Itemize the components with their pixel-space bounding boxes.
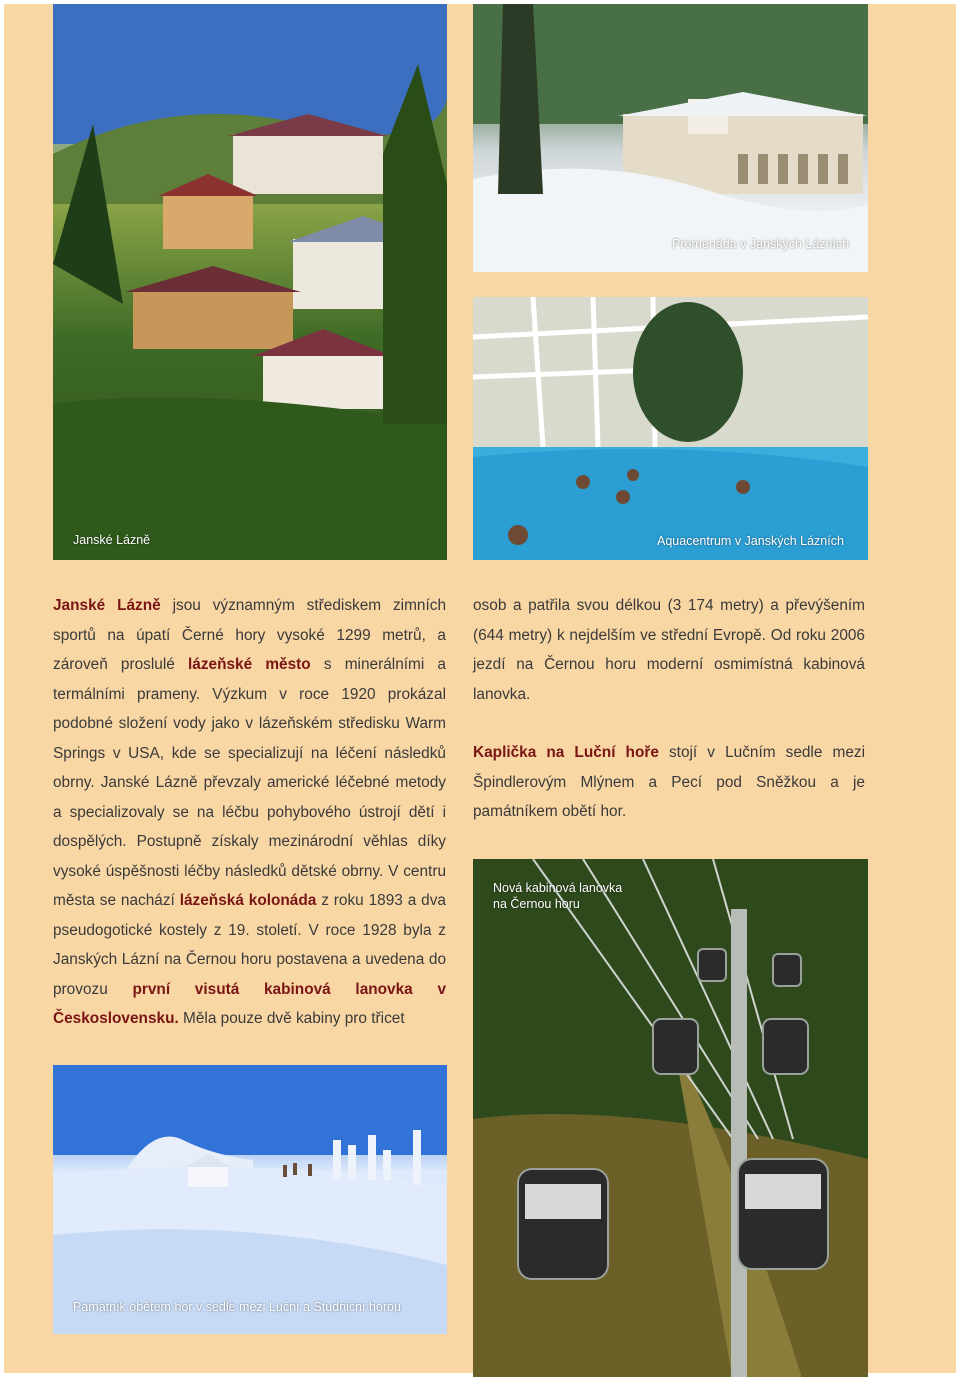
highlight-janske-lazne: Janské Lázně bbox=[53, 597, 161, 614]
caption-aquacentrum: Aquacentrum v Janských Lázních bbox=[657, 534, 844, 548]
photo-janske-lazne bbox=[53, 4, 447, 560]
article-paragraph bbox=[53, 591, 446, 1034]
text-segment: s minerálními a termálními prameny. Výzkum v roce 1920 prokázal podobné složení vody jako v lázeňském středisku Warm Springs v USA, kde se specializují na léčení následků obrny. Janské Lázně převzaly americké léčebné metody a specializovaly se na léčbu pohybového ústrojí dětí i dospělých. Postupně získaly mezinárodní věhlas díky vysoké úspěšnosti léčby následků dětské obrny. V centru města se nachází bbox=[53, 656, 446, 909]
highlight-lazenske-mesto: lázeňské město bbox=[188, 656, 311, 673]
caption-pamatnik: Památník obětem hor v sedle mezi Luční a Studniční horou bbox=[73, 1300, 401, 1314]
text-segment: Měla pouze dvě kabiny pro třicet bbox=[178, 1010, 405, 1027]
pool-illustration bbox=[473, 297, 868, 560]
caption-promenada: Promenáda v Janských Lázních bbox=[672, 237, 850, 251]
text-segment: z roku 1893 a dva pseudogotické kostely z 19. století. V roce 1928 byla z Janských Lázní na Černou horu postavena a uvedena do provozu bbox=[53, 892, 446, 998]
photo-pamatnik bbox=[53, 1065, 447, 1334]
snow-memorial-illustration bbox=[53, 1065, 447, 1334]
text-segment: stojí v Lučním sedle mezi Špindlerovým Mlýnem a Pecí pod Sněžkou a je památníkem obětí hor. bbox=[473, 744, 865, 820]
article-left-column bbox=[53, 591, 446, 1034]
caption-lanovka-line1: Nová kabinová lanovka bbox=[493, 881, 623, 895]
photo-lanovka bbox=[473, 859, 868, 1377]
highlight-kolonada: lázeňská kolonáda bbox=[179, 892, 317, 909]
text-segment: jsou významným střediskem zimních sportů na úpatí Černé hory vysoké 1299 metrů, a zároveň proslulé bbox=[53, 597, 446, 673]
highlight-kaplicka: Kaplička na Luční hoře bbox=[473, 744, 659, 761]
cable-car-illustration bbox=[473, 859, 868, 1377]
photo-promenada bbox=[473, 4, 868, 272]
highlight-prvni-lanovka: první visutá kabinová lanovka v Československu. bbox=[53, 980, 447, 1027]
photo-aquacentrum bbox=[473, 297, 868, 560]
article-paragraph-kaplicka bbox=[473, 738, 865, 827]
caption-lanovka-line2: na Černou horu bbox=[493, 897, 580, 911]
caption-lanovka bbox=[493, 880, 622, 912]
article-right-column bbox=[473, 591, 865, 827]
caption-janske-lazne: Janské Lázně bbox=[73, 533, 151, 547]
article-paragraph-continued: osob a patřila svou délkou (3 174 metry) a převýšením (644 metry) k nejdelším ve střední Evropě. Od roku 2006 jezdí na Černou horu moderní osmimístná kabinová lanovka. bbox=[473, 597, 865, 703]
town-illustration bbox=[53, 4, 447, 560]
promenade-illustration bbox=[473, 4, 868, 272]
brochure-page bbox=[4, 4, 956, 1373]
